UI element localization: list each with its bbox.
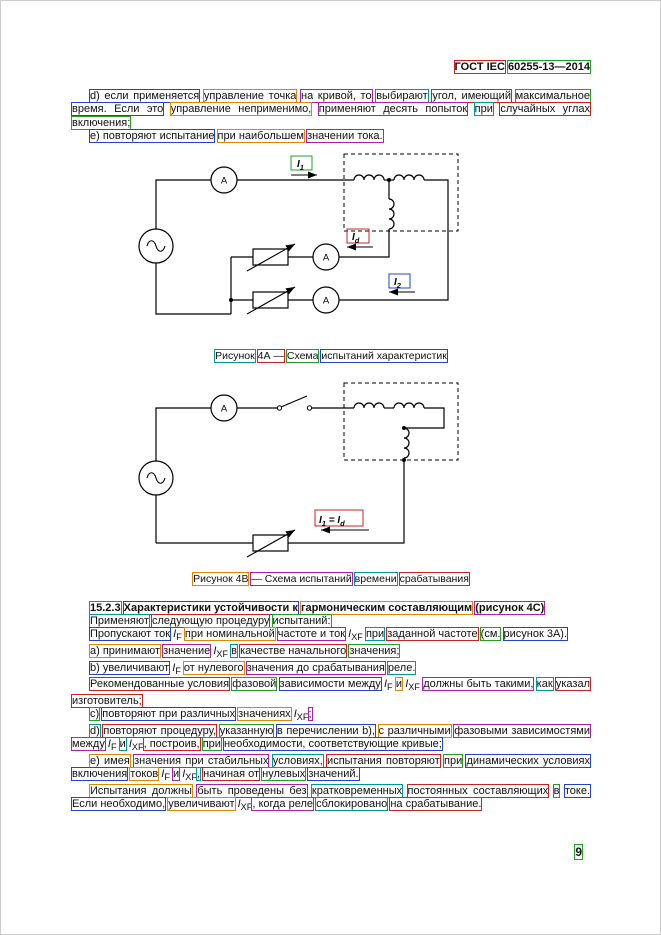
current-label-i1-id — [315, 510, 369, 530]
paragraph-item-d: d) если применяется управление точка на кривой, то выбирают угол, имеющий максимальное время. Если это управление неприменимо, применяют десять попыток при случайных углах включения; — [72, 90, 590, 129]
svg-text:A: A — [220, 403, 228, 415]
coil-icon — [394, 403, 424, 408]
paragraph: Рекомендованные условия фазовой зависимости между $I_F$ и $I_{XF}$ должны быть такими, как указал изготовитель; — [72, 678, 590, 707]
paragraph-item-d2: d) повторяют процедуру, указанную в перечислении b), с различными фазовыми зависимостями между $I_F$ и $I_{XF}$, построив, при необходимости, соответствующие кривые; — [72, 724, 590, 753]
section-heading: 15.2.3 Характеристики устойчивости к гармоническим составляющим (рисунок 4С) — [90, 601, 545, 614]
coil-icon — [354, 403, 384, 408]
junction-dot — [402, 458, 406, 462]
ammeter-1 — [211, 167, 237, 193]
circuit-wires — [156, 175, 448, 314]
coil-icon — [404, 428, 409, 458]
svg-text:A: A — [220, 175, 228, 187]
switch — [277, 396, 311, 410]
svg-text:I1 = Id: $I_1 = I_d$ — [319, 514, 345, 528]
ammeter-1 — [211, 395, 237, 421]
paragraph: Пропускают ток $I_F$ при номинальной частоте и ток $I_{XF}$ при заданной частоте (см. рисунок 3А). — [90, 628, 568, 643]
current-label-id — [347, 229, 373, 247]
svg-text:Id: $I_d$ — [352, 231, 360, 245]
junction-dot — [387, 178, 391, 182]
page-number: 9 — [575, 845, 582, 859]
ammeter-3 — [313, 287, 339, 313]
circuit-wires — [156, 403, 444, 543]
relay-dashed-box — [344, 154, 458, 231]
figure-4b — [72, 378, 590, 568]
variable-resistor — [247, 530, 295, 557]
current-label-i2 — [389, 274, 415, 292]
figure-4a — [72, 149, 590, 345]
junction-dot — [402, 426, 406, 430]
paragraph-item-a: а) принимают значение $I_{XF}$ в качестве начального значения; — [90, 645, 400, 660]
figure-4a-caption: Рисунок 4А — Схема испытаний характеристик — [215, 349, 447, 362]
current-label-i1 — [291, 156, 317, 175]
paragraph-item-b: b) увеличивают $I_F$ от нулевого значения до срабатывания реле. — [90, 661, 416, 676]
figure-4b-caption: Рисунок 4В — Схема испытаний времени срабатывания — [193, 572, 469, 585]
svg-text:I2: $I_2$ — [394, 276, 401, 290]
paragraph: Применяют следующую процедуру испытаний: — [90, 615, 331, 628]
doc-code: ГОСТ IEC 60255-13—2014 — [454, 61, 590, 73]
circuit-diagram-4a — [111, 149, 551, 345]
circuit-diagram-4b — [111, 378, 551, 568]
paragraph-item-e: е) повторяют испытание при наибольшем значении тока. — [90, 130, 383, 143]
paragraph-item-c: с) повторяют при различных значениях $I_{XF}$; — [90, 708, 312, 723]
variable-resistor-2 — [247, 287, 295, 314]
coil-icon — [354, 175, 384, 180]
coil-icon — [389, 199, 394, 229]
svg-text:A: A — [322, 295, 330, 307]
svg-text:I1: $I_1$ — [297, 158, 304, 172]
paragraph: Испытания должны быть проведены без кратковременных постоянных составляющих в токе. Если необходимо, увеличивают $I_{XF}$, когда реле сблокировано на срабатывание. — [72, 784, 591, 813]
junction-dot — [229, 298, 233, 302]
coil-icon — [394, 175, 424, 180]
paragraph-item-e2: е) имея значения при стабильных условиях, испытания повторяют при динамических условиях включения токов $I_F$ и $I_{XF}$, начиная от нулевых значений. — [72, 754, 590, 783]
relay-dashed-box — [344, 383, 458, 460]
svg-text:A: A — [322, 252, 330, 264]
ammeter-2 — [313, 244, 339, 270]
variable-resistor-1 — [247, 244, 295, 271]
